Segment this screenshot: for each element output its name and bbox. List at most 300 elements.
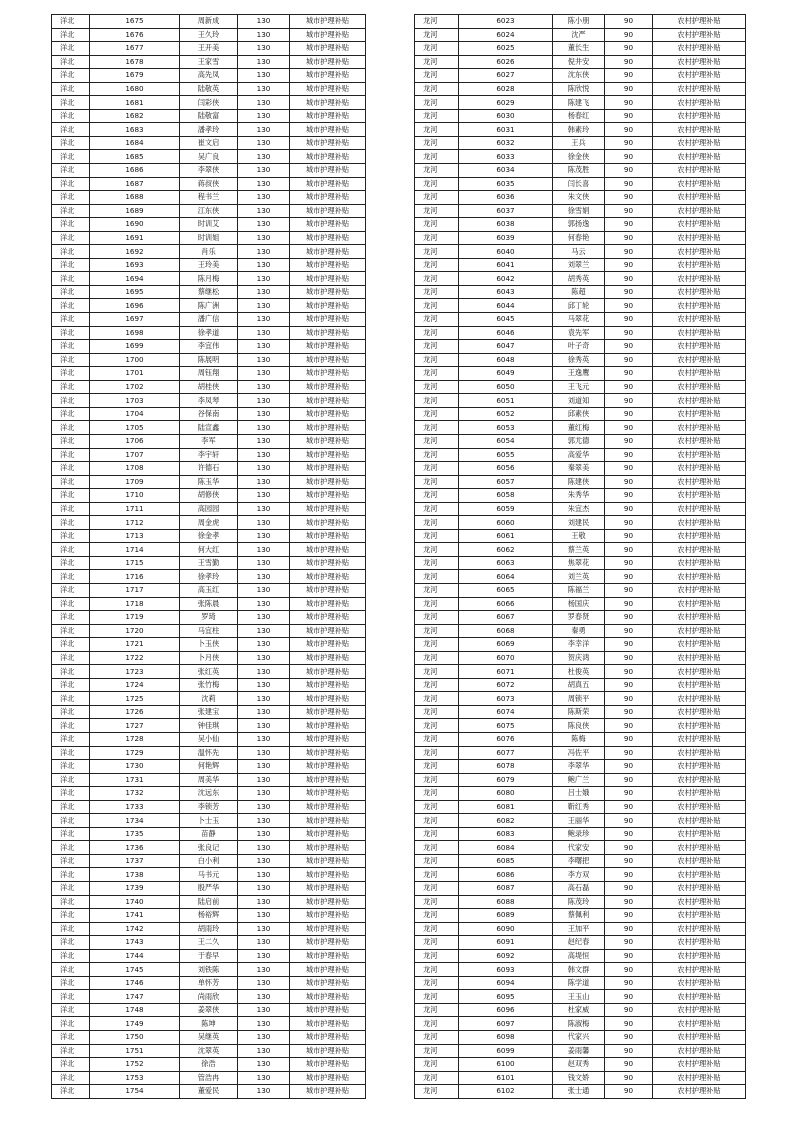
subsidy-type-cell: 农村护理补贴 [653, 123, 746, 137]
name-cell: 袁先军 [553, 326, 605, 340]
amount-cell: 90 [605, 976, 653, 990]
table-row [52, 719, 366, 733]
table-row [415, 719, 746, 733]
name-cell: 焦翠花 [553, 556, 605, 570]
amount-cell: 130 [238, 990, 290, 1004]
subsidy-type-cell: 农村护理补贴 [653, 218, 746, 232]
table-row [52, 1085, 366, 1099]
name-cell: 吴广良 [180, 150, 238, 164]
town-cell: 龙河 [415, 109, 459, 123]
subsidy-type-cell: 城市护理补贴 [290, 123, 366, 137]
town-cell: 龙河 [415, 150, 459, 164]
name-cell: 徐雪娟 [553, 204, 605, 218]
name-cell: 鲍广兰 [553, 773, 605, 787]
town-cell: 龙河 [415, 746, 459, 760]
name-cell: 王加平 [553, 922, 605, 936]
amount-cell: 90 [605, 787, 653, 801]
subsidy-type-cell: 城市护理补贴 [290, 421, 366, 435]
serial-number-cell: 6066 [459, 597, 553, 611]
amount-cell: 130 [238, 191, 290, 205]
serial-number-cell: 6050 [459, 380, 553, 394]
amount-cell: 130 [238, 922, 290, 936]
amount-cell: 130 [238, 96, 290, 110]
subsidy-type-cell: 城市护理补贴 [290, 732, 366, 746]
table-row [415, 313, 746, 327]
serial-number-cell: 1741 [90, 909, 180, 923]
table-row [415, 692, 746, 706]
amount-cell: 130 [238, 529, 290, 543]
amount-cell: 130 [238, 123, 290, 137]
left-subsidy-table [51, 14, 366, 1099]
subsidy-type-cell: 城市护理补贴 [290, 1085, 366, 1099]
table-row [415, 529, 746, 543]
town-cell: 洋北 [52, 624, 90, 638]
serial-number-cell: 6064 [459, 570, 553, 584]
name-cell: 陆宣鑫 [180, 421, 238, 435]
name-cell: 吴继英 [180, 1031, 238, 1045]
name-cell: 王飞元 [553, 380, 605, 394]
subsidy-type-cell: 城市护理补贴 [290, 692, 366, 706]
right-subsidy-table [414, 14, 746, 1099]
town-cell: 龙河 [415, 543, 459, 557]
town-cell: 洋北 [52, 42, 90, 56]
table-row [52, 1003, 366, 1017]
name-cell: 李方双 [553, 868, 605, 882]
amount-cell: 130 [238, 949, 290, 963]
town-cell: 洋北 [52, 191, 90, 205]
town-cell: 洋北 [52, 705, 90, 719]
table-row [52, 990, 366, 1004]
subsidy-type-cell: 城市护理补贴 [290, 407, 366, 421]
serial-number-cell: 6065 [459, 583, 553, 597]
serial-number-cell: 6080 [459, 787, 553, 801]
serial-number-cell: 1752 [90, 1058, 180, 1072]
amount-cell: 130 [238, 773, 290, 787]
table-row [52, 854, 366, 868]
table-row [52, 15, 366, 29]
name-cell: 韩文群 [553, 963, 605, 977]
subsidy-type-cell: 农村护理补贴 [653, 665, 746, 679]
name-cell: 王兵 [553, 136, 605, 150]
amount-cell: 90 [605, 1031, 653, 1045]
table-row [415, 882, 746, 896]
subsidy-type-cell: 农村护理补贴 [653, 231, 746, 245]
table-row [52, 882, 366, 896]
serial-number-cell: 6026 [459, 55, 553, 69]
table-row [52, 651, 366, 665]
serial-number-cell: 6056 [459, 462, 553, 476]
table-row [52, 800, 366, 814]
serial-number-cell: 1719 [90, 611, 180, 625]
serial-number-cell: 1727 [90, 719, 180, 733]
table-row [415, 96, 746, 110]
name-cell: 蔡兰英 [553, 543, 605, 557]
amount-cell: 130 [238, 1058, 290, 1072]
amount-cell: 90 [605, 326, 653, 340]
serial-number-cell: 1677 [90, 42, 180, 56]
town-cell: 洋北 [52, 529, 90, 543]
town-cell: 龙河 [415, 814, 459, 828]
name-cell: 陆敬富 [180, 109, 238, 123]
name-cell: 徐孝道 [180, 326, 238, 340]
amount-cell: 90 [605, 123, 653, 137]
subsidy-type-cell: 城市护理补贴 [290, 990, 366, 1004]
name-cell: 陈月梅 [180, 272, 238, 286]
amount-cell: 130 [238, 272, 290, 286]
subsidy-type-cell: 农村护理补贴 [653, 434, 746, 448]
serial-number-cell: 6093 [459, 963, 553, 977]
town-cell: 龙河 [415, 177, 459, 191]
serial-number-cell: 6089 [459, 909, 553, 923]
amount-cell: 130 [238, 55, 290, 69]
subsidy-type-cell: 城市护理补贴 [290, 1017, 366, 1031]
name-cell: 潘孝玲 [180, 123, 238, 137]
name-cell: 陈小朋 [553, 15, 605, 29]
subsidy-type-cell: 农村护理补贴 [653, 949, 746, 963]
serial-number-cell: 1693 [90, 258, 180, 272]
table-row [52, 245, 366, 259]
serial-number-cell: 6088 [459, 895, 553, 909]
subsidy-type-cell: 城市护理补贴 [290, 272, 366, 286]
amount-cell: 130 [238, 963, 290, 977]
amount-cell: 130 [238, 28, 290, 42]
town-cell: 龙河 [415, 191, 459, 205]
amount-cell: 90 [605, 990, 653, 1004]
name-cell: 卜月侠 [180, 651, 238, 665]
serial-number-cell: 1745 [90, 963, 180, 977]
subsidy-type-cell: 城市护理补贴 [290, 136, 366, 150]
town-cell: 龙河 [415, 1071, 459, 1085]
table-row [415, 570, 746, 584]
table-row [52, 285, 366, 299]
amount-cell: 130 [238, 407, 290, 421]
name-cell: 王玲美 [180, 258, 238, 272]
amount-cell: 90 [605, 109, 653, 123]
town-cell: 龙河 [415, 692, 459, 706]
name-cell: 高堤恒 [553, 949, 605, 963]
name-cell: 鲍录珍 [553, 827, 605, 841]
town-cell: 龙河 [415, 854, 459, 868]
name-cell: 苗静 [180, 827, 238, 841]
name-cell: 肖乐 [180, 245, 238, 259]
amount-cell: 90 [605, 868, 653, 882]
name-cell: 胡真五 [553, 678, 605, 692]
subsidy-type-cell: 农村护理补贴 [653, 285, 746, 299]
subsidy-type-cell: 城市护理补贴 [290, 854, 366, 868]
amount-cell: 90 [605, 583, 653, 597]
town-cell: 龙河 [415, 340, 459, 354]
name-cell: 陈淑梅 [553, 1017, 605, 1031]
amount-cell: 90 [605, 380, 653, 394]
town-cell: 洋北 [52, 475, 90, 489]
table-row [415, 231, 746, 245]
subsidy-type-cell: 城市护理补贴 [290, 570, 366, 584]
amount-cell: 130 [238, 150, 290, 164]
town-cell: 龙河 [415, 1085, 459, 1099]
table-row [52, 258, 366, 272]
table-row [52, 96, 366, 110]
subsidy-type-cell: 农村护理补贴 [653, 882, 746, 896]
table-row [415, 814, 746, 828]
town-cell: 龙河 [415, 258, 459, 272]
table-row [415, 258, 746, 272]
amount-cell: 90 [605, 448, 653, 462]
amount-cell: 130 [238, 421, 290, 435]
serial-number-cell: 1740 [90, 895, 180, 909]
serial-number-cell: 1700 [90, 353, 180, 367]
amount-cell: 90 [605, 827, 653, 841]
amount-cell: 130 [238, 651, 290, 665]
amount-cell: 90 [605, 651, 653, 665]
table-row [52, 326, 366, 340]
amount-cell: 90 [605, 258, 653, 272]
name-cell: 时训姐 [180, 231, 238, 245]
name-cell: 王家雪 [180, 55, 238, 69]
table-row [415, 326, 746, 340]
table-row [415, 665, 746, 679]
subsidy-type-cell: 农村护理补贴 [653, 42, 746, 56]
name-cell: 钟佳琪 [180, 719, 238, 733]
town-cell: 龙河 [415, 204, 459, 218]
town-cell: 龙河 [415, 583, 459, 597]
table-row [52, 136, 366, 150]
serial-number-cell: 6035 [459, 177, 553, 191]
table-row [52, 204, 366, 218]
name-cell: 胡修侠 [180, 489, 238, 503]
name-cell: 郭尤德 [553, 434, 605, 448]
town-cell: 洋北 [52, 69, 90, 83]
name-cell: 朱宜杰 [553, 502, 605, 516]
name-cell: 沈翠英 [180, 1044, 238, 1058]
serial-number-cell: 1717 [90, 583, 180, 597]
town-cell: 洋北 [52, 285, 90, 299]
serial-number-cell: 6060 [459, 516, 553, 530]
table-row [52, 340, 366, 354]
subsidy-type-cell: 农村护理补贴 [653, 868, 746, 882]
name-cell: 秦翠美 [553, 462, 605, 476]
subsidy-type-cell: 城市护理补贴 [290, 218, 366, 232]
name-cell: 崔文启 [180, 136, 238, 150]
table-row [415, 245, 746, 259]
serial-number-cell: 6025 [459, 42, 553, 56]
name-cell: 吴小仙 [180, 732, 238, 746]
subsidy-type-cell: 农村护理补贴 [653, 529, 746, 543]
name-cell: 姜翠侠 [180, 1003, 238, 1017]
name-cell: 陈学道 [553, 976, 605, 990]
left-table-body [52, 15, 366, 1099]
serial-number-cell: 6049 [459, 367, 553, 381]
town-cell: 龙河 [415, 123, 459, 137]
name-cell: 李凤琴 [180, 394, 238, 408]
table-row [52, 516, 366, 530]
amount-cell: 130 [238, 583, 290, 597]
name-cell: 李幸洋 [553, 638, 605, 652]
town-cell: 洋北 [52, 82, 90, 96]
subsidy-type-cell: 农村护理补贴 [653, 854, 746, 868]
serial-number-cell: 1701 [90, 367, 180, 381]
town-cell: 洋北 [52, 895, 90, 909]
amount-cell: 90 [605, 231, 653, 245]
name-cell: 王久玲 [180, 28, 238, 42]
amount-cell: 130 [238, 1031, 290, 1045]
town-cell: 洋北 [52, 665, 90, 679]
table-row [52, 218, 366, 232]
name-cell: 王二久 [180, 936, 238, 950]
name-cell: 周金虎 [180, 516, 238, 530]
town-cell: 龙河 [415, 15, 459, 29]
subsidy-type-cell: 农村护理补贴 [653, 760, 746, 774]
table-row [52, 380, 366, 394]
town-cell: 龙河 [415, 1017, 459, 1031]
name-cell: 谷保南 [180, 407, 238, 421]
table-row [52, 28, 366, 42]
subsidy-type-cell: 城市护理补贴 [290, 773, 366, 787]
subsidy-type-cell: 城市护理补贴 [290, 28, 366, 42]
town-cell: 龙河 [415, 570, 459, 584]
name-cell: 胡秀英 [553, 272, 605, 286]
amount-cell: 90 [605, 570, 653, 584]
subsidy-type-cell: 城市护理补贴 [290, 895, 366, 909]
town-cell: 龙河 [415, 800, 459, 814]
town-cell: 龙河 [415, 326, 459, 340]
serial-number-cell: 1686 [90, 164, 180, 178]
amount-cell: 130 [238, 285, 290, 299]
table-row [415, 42, 746, 56]
name-cell: 殷严华 [180, 882, 238, 896]
table-row [415, 218, 746, 232]
table-row [415, 421, 746, 435]
town-cell: 龙河 [415, 164, 459, 178]
table-row [415, 462, 746, 476]
subsidy-type-cell: 农村护理补贴 [653, 258, 746, 272]
town-cell: 洋北 [52, 96, 90, 110]
table-row [415, 150, 746, 164]
name-cell: 高爱华 [553, 448, 605, 462]
town-cell: 洋北 [52, 299, 90, 313]
subsidy-type-cell: 城市护理补贴 [290, 705, 366, 719]
serial-number-cell: 1722 [90, 651, 180, 665]
table-row [52, 1017, 366, 1031]
town-cell: 龙河 [415, 245, 459, 259]
town-cell: 龙河 [415, 353, 459, 367]
serial-number-cell: 6045 [459, 313, 553, 327]
serial-number-cell: 6043 [459, 285, 553, 299]
amount-cell: 130 [238, 394, 290, 408]
name-cell: 李军 [180, 434, 238, 448]
subsidy-type-cell: 城市护理补贴 [290, 624, 366, 638]
amount-cell: 90 [605, 732, 653, 746]
subsidy-type-cell: 农村护理补贴 [653, 814, 746, 828]
town-cell: 洋北 [52, 448, 90, 462]
subsidy-type-cell: 农村护理补贴 [653, 96, 746, 110]
serial-number-cell: 1723 [90, 665, 180, 679]
subsidy-type-cell: 城市护理补贴 [290, 922, 366, 936]
subsidy-type-cell: 农村护理补贴 [653, 448, 746, 462]
name-cell: 周钰翔 [180, 367, 238, 381]
town-cell: 洋北 [52, 936, 90, 950]
subsidy-type-cell: 农村护理补贴 [653, 299, 746, 313]
town-cell: 龙河 [415, 218, 459, 232]
town-cell: 龙河 [415, 28, 459, 42]
name-cell: 李曙把 [553, 854, 605, 868]
table-row [52, 42, 366, 56]
town-cell: 龙河 [415, 882, 459, 896]
table-row [52, 191, 366, 205]
name-cell: 朱秀华 [553, 489, 605, 503]
table-row [415, 922, 746, 936]
amount-cell: 90 [605, 150, 653, 164]
serial-number-cell: 6046 [459, 326, 553, 340]
subsidy-type-cell: 城市护理补贴 [290, 841, 366, 855]
subsidy-type-cell: 农村护理补贴 [653, 55, 746, 69]
serial-number-cell: 1744 [90, 949, 180, 963]
table-row [415, 204, 746, 218]
serial-number-cell: 1731 [90, 773, 180, 787]
subsidy-type-cell: 农村护理补贴 [653, 340, 746, 354]
table-row [52, 299, 366, 313]
table-row [415, 69, 746, 83]
town-cell: 龙河 [415, 976, 459, 990]
town-cell: 龙河 [415, 489, 459, 503]
name-cell: 何艳辉 [180, 760, 238, 774]
amount-cell: 130 [238, 313, 290, 327]
serial-number-cell: 6023 [459, 15, 553, 29]
table-row [52, 895, 366, 909]
town-cell: 洋北 [52, 258, 90, 272]
serial-number-cell: 6054 [459, 434, 553, 448]
serial-number-cell: 6040 [459, 245, 553, 259]
name-cell: 陈超 [553, 285, 605, 299]
serial-number-cell: 1697 [90, 313, 180, 327]
serial-number-cell: 1738 [90, 868, 180, 882]
amount-cell: 90 [605, 245, 653, 259]
table-row [415, 353, 746, 367]
right-table-body [415, 15, 746, 1099]
table-row [415, 841, 746, 855]
table-row [415, 123, 746, 137]
serial-number-cell: 6077 [459, 746, 553, 760]
name-cell: 王丽华 [553, 814, 605, 828]
table-row [415, 705, 746, 719]
serial-number-cell: 6094 [459, 976, 553, 990]
serial-number-cell: 1695 [90, 285, 180, 299]
table-row [52, 421, 366, 435]
subsidy-type-cell: 城市护理补贴 [290, 665, 366, 679]
town-cell: 洋北 [52, 231, 90, 245]
amount-cell: 130 [238, 164, 290, 178]
town-cell: 龙河 [415, 272, 459, 286]
town-cell: 洋北 [52, 407, 90, 421]
amount-cell: 90 [605, 638, 653, 652]
subsidy-type-cell: 城市护理补贴 [290, 1003, 366, 1017]
name-cell: 刘道知 [553, 394, 605, 408]
serial-number-cell: 6039 [459, 231, 553, 245]
amount-cell: 90 [605, 272, 653, 286]
subsidy-type-cell: 农村护理补贴 [653, 313, 746, 327]
subsidy-type-cell: 农村护理补贴 [653, 1071, 746, 1085]
amount-cell: 130 [238, 380, 290, 394]
amount-cell: 130 [238, 692, 290, 706]
table-row [415, 164, 746, 178]
town-cell: 洋北 [52, 976, 90, 990]
subsidy-type-cell: 农村护理补贴 [653, 28, 746, 42]
town-cell: 洋北 [52, 28, 90, 42]
town-cell: 龙河 [415, 407, 459, 421]
subsidy-type-cell: 农村护理补贴 [653, 1003, 746, 1017]
table-row [415, 583, 746, 597]
serial-number-cell: 1676 [90, 28, 180, 42]
serial-number-cell: 1724 [90, 678, 180, 692]
